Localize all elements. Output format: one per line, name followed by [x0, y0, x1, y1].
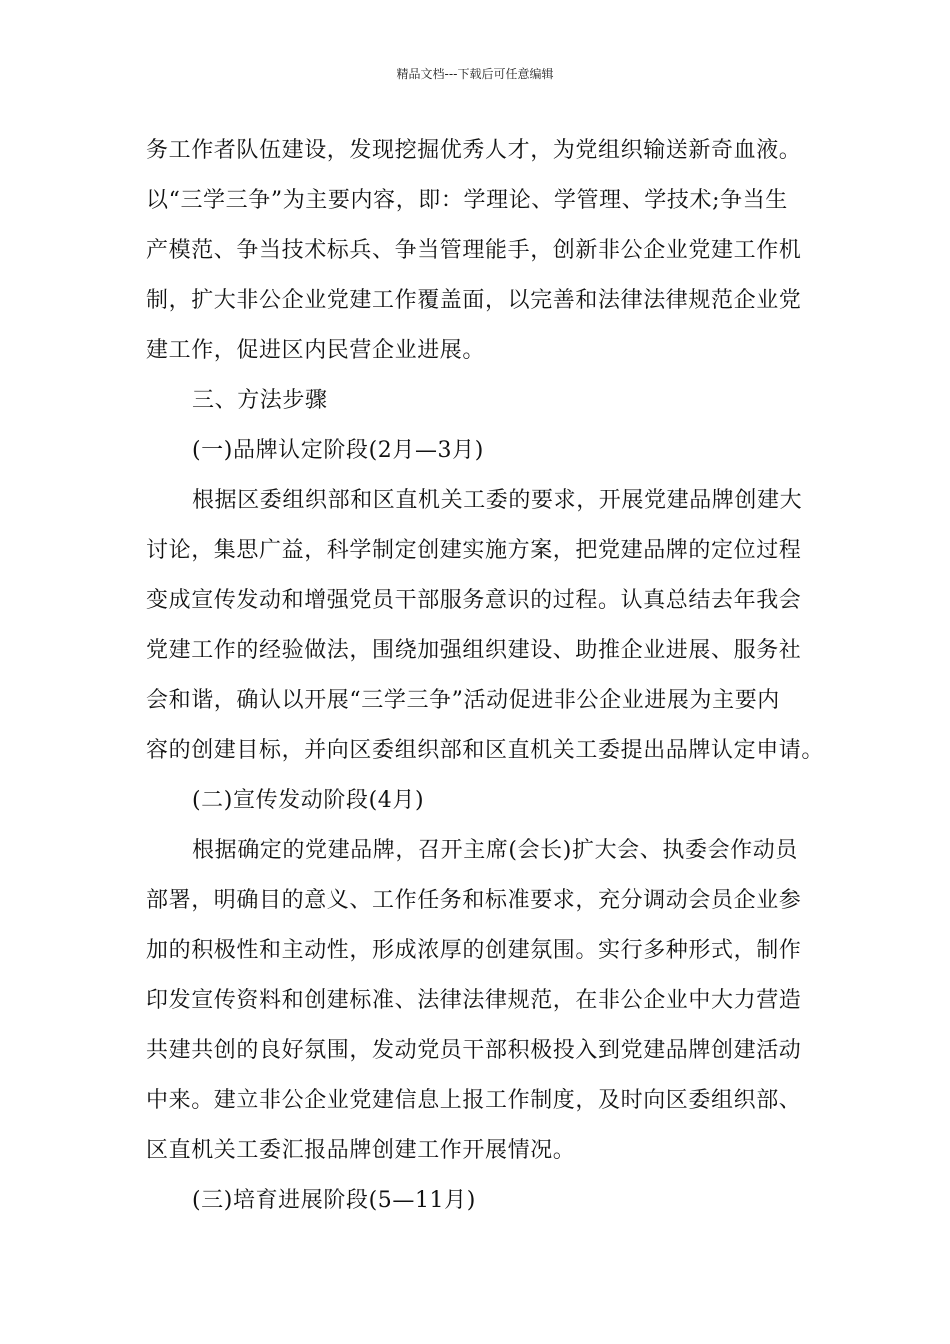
- body-line: 建工作，促进区内民营企业进展。: [146, 338, 486, 363]
- body-line: 讨论，集思广益，科学制定创建实施方案，把党建品牌的定位过程: [146, 538, 802, 563]
- body-line: 区直机关工委汇报品牌创建工作开展情况。: [146, 1138, 576, 1163]
- body-line: 制，扩大非公企业党建工作覆盖面，以完善和法律法律规范企业党: [146, 288, 802, 313]
- body-line: 部署，明确目的意义、工作任务和标准要求，充分调动会员企业参: [146, 888, 802, 913]
- body-line: 根据确定的党建品牌，召开主席(会长)扩大会、执委会作动员: [192, 838, 798, 863]
- body-line: 共建共创的良好氛围，发动党员干部积极投入到党建品牌创建活动: [146, 1038, 802, 1063]
- body-line: 加的积极性和主动性，形成浓厚的创建氛围。实行多种形式，制作: [146, 938, 802, 963]
- page-header: 精品文档---下载后可任意编辑: [396, 67, 554, 81]
- body-line: 中来。建立非公企业党建信息上报工作制度，及时向区委组织部、: [146, 1088, 802, 1113]
- body-line: 务工作者队伍建设，发现挖掘优秀人才，为党组织输送新奇血液。: [146, 138, 802, 163]
- body-line: 产模范、争当技术标兵、争当管理能手，创新非公企业党建工作机: [146, 238, 802, 263]
- body-line: 党建工作的经验做法，围绕加强组织建设、助推企业进展、服务社: [146, 638, 802, 663]
- body-line: 根据区委组织部和区直机关工委的要求，开展党建品牌创建大: [192, 488, 803, 513]
- body-line: 容的创建目标，并向区委组织部和区直机关工委提出品牌认定申请。: [146, 738, 825, 763]
- body-line: 印发宣传资料和创建标准、法律法律规范，在非公企业中大力营造: [146, 988, 802, 1013]
- body-line: 变成宣传发动和增强党员干部服务意识的过程。认真总结去年我会: [146, 588, 802, 613]
- subsection-heading: (二)宣传发动阶段(4月): [192, 788, 425, 813]
- subsection-heading: (一)品牌认定阶段(2月—3月): [192, 438, 484, 463]
- body-line: 会和谐，确认以开展“三学三争”活动促进非公企业进展为主要内: [146, 688, 780, 713]
- body-line: 以“三学三争”为主要内容，即：学理论、学管理、学技术;争当生: [146, 188, 788, 213]
- subsection-heading: (三)培育进展阶段(5—11月): [192, 1188, 476, 1213]
- section-heading: 三、方法步骤: [192, 388, 328, 413]
